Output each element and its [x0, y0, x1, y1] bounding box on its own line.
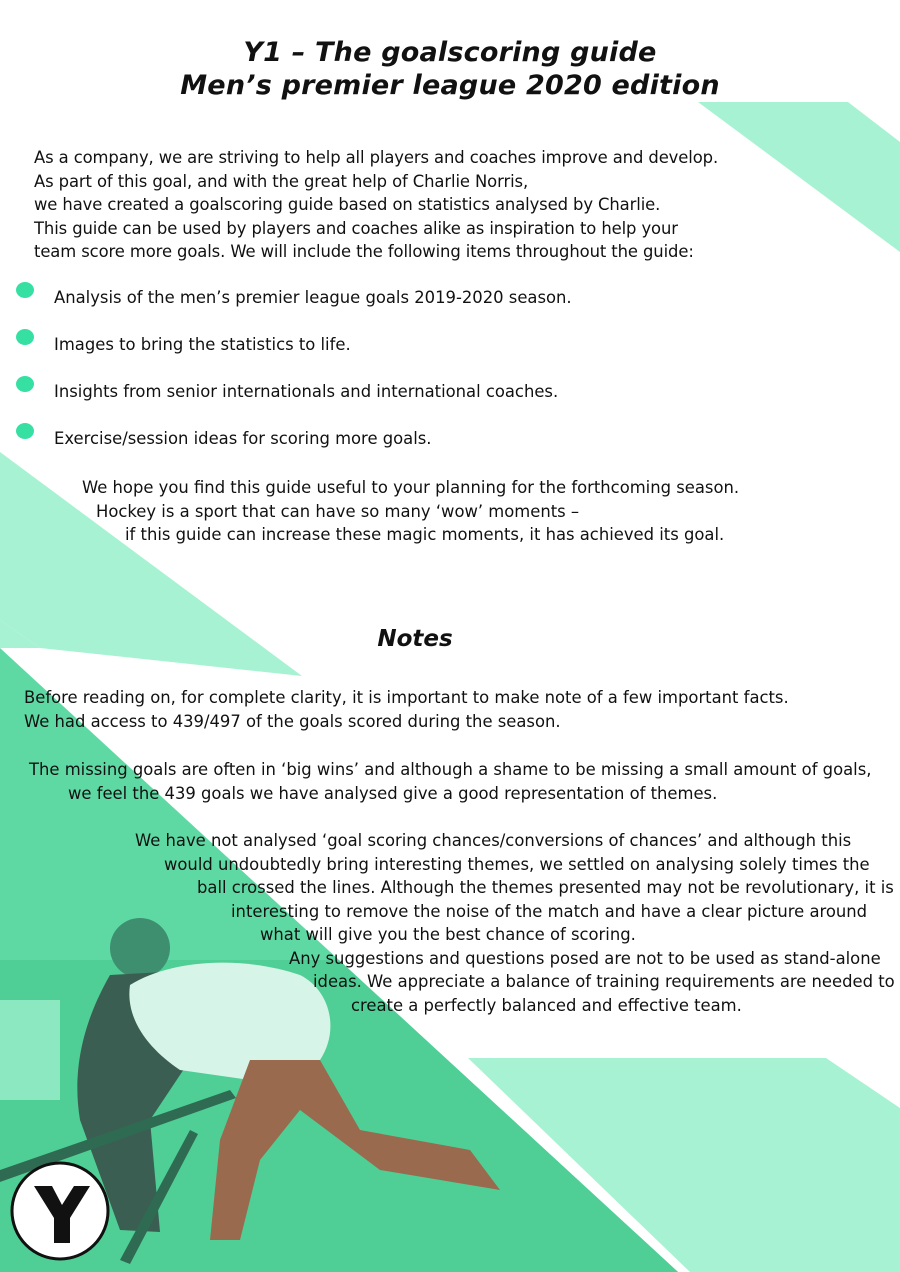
notes-line: ball crossed the lines. Although the themes presented may not be revolutionary, it is — [197, 878, 894, 897]
notes-line: interesting to remove the noise of the match and have a clear picture around — [231, 901, 868, 921]
title-line-2: Men’s premier league 2020 edition — [180, 70, 720, 101]
notes-line: ideas. We appreciate a balance of training requirements are needed to — [313, 972, 895, 991]
notes-line: we feel the 439 goals we have analysed give a good representation of themes. — [68, 783, 718, 803]
page-title — [0, 36, 900, 102]
intro-paragraph — [34, 146, 718, 264]
intro-line: we have created a goalscoring guide based on statistics analysed by Charlie. — [34, 195, 661, 214]
notes-line: would undoubtedly bring interesting themes, we settled on analysing solely times the — [164, 854, 870, 874]
list-item — [16, 374, 572, 421]
guide-items-list — [16, 280, 572, 468]
intro-line: This guide can be used by players and coaches alike as inspiration to help your — [34, 218, 678, 238]
bullet-dot-icon — [16, 282, 34, 298]
notes-paragraph-1 — [24, 686, 789, 733]
list-item-text: Analysis of the men’s premier league goals 2019-2020 season. — [54, 288, 572, 307]
notes-paragraph-2 — [0, 758, 871, 805]
closing-line: if this guide can increase these magic moments, it has achieved its goal. — [125, 525, 725, 544]
title-line-1: Y1 – The goalscoring guide — [243, 37, 657, 68]
notes-line: The missing goals are often in ‘big wins’ and although a shame to be missing a small amount of goals, — [29, 760, 872, 779]
notes-line: Before reading on, for complete clarity, it is important to make note of a few important facts. — [24, 688, 789, 707]
list-item-text: Images to bring the statistics to life. — [54, 335, 351, 354]
notes-line: what will give you the best chance of scoring. — [260, 925, 636, 944]
closing-line: We hope you find this guide useful to your planning for the forthcoming season. — [82, 478, 740, 497]
notes-paragraph-3 — [0, 829, 895, 1017]
list-item — [16, 327, 572, 374]
notes-line: create a perfectly balanced and effective team. — [351, 995, 742, 1015]
closing-paragraph — [0, 476, 739, 547]
bullet-dot-icon — [16, 329, 34, 345]
notes-line: Any suggestions and questions posed are not to be used as stand-alone — [289, 948, 881, 968]
bullet-dot-icon — [16, 423, 34, 439]
notes-line: We have not analysed ‘goal scoring chances/conversions of chances’ and although this — [135, 831, 852, 850]
intro-line: As part of this goal, and with the great help of Charlie Norris, — [34, 171, 529, 191]
list-item — [16, 280, 572, 327]
intro-line: team score more goals. We will include the following items throughout the guide: — [34, 242, 694, 261]
list-item-text: Exercise/session ideas for scoring more goals. — [54, 429, 432, 448]
list-item — [16, 421, 572, 468]
notes-line: We had access to 439/497 of the goals scored during the season. — [24, 711, 561, 731]
notes-heading: Notes — [377, 626, 453, 652]
list-item-text: Insights from senior internationals and international coaches. — [54, 382, 559, 401]
intro-line: As a company, we are striving to help all players and coaches improve and develop. — [34, 148, 719, 167]
closing-line: Hockey is a sport that can have so many ‘wow’ moments – — [96, 501, 580, 521]
bullet-dot-icon — [16, 376, 34, 392]
